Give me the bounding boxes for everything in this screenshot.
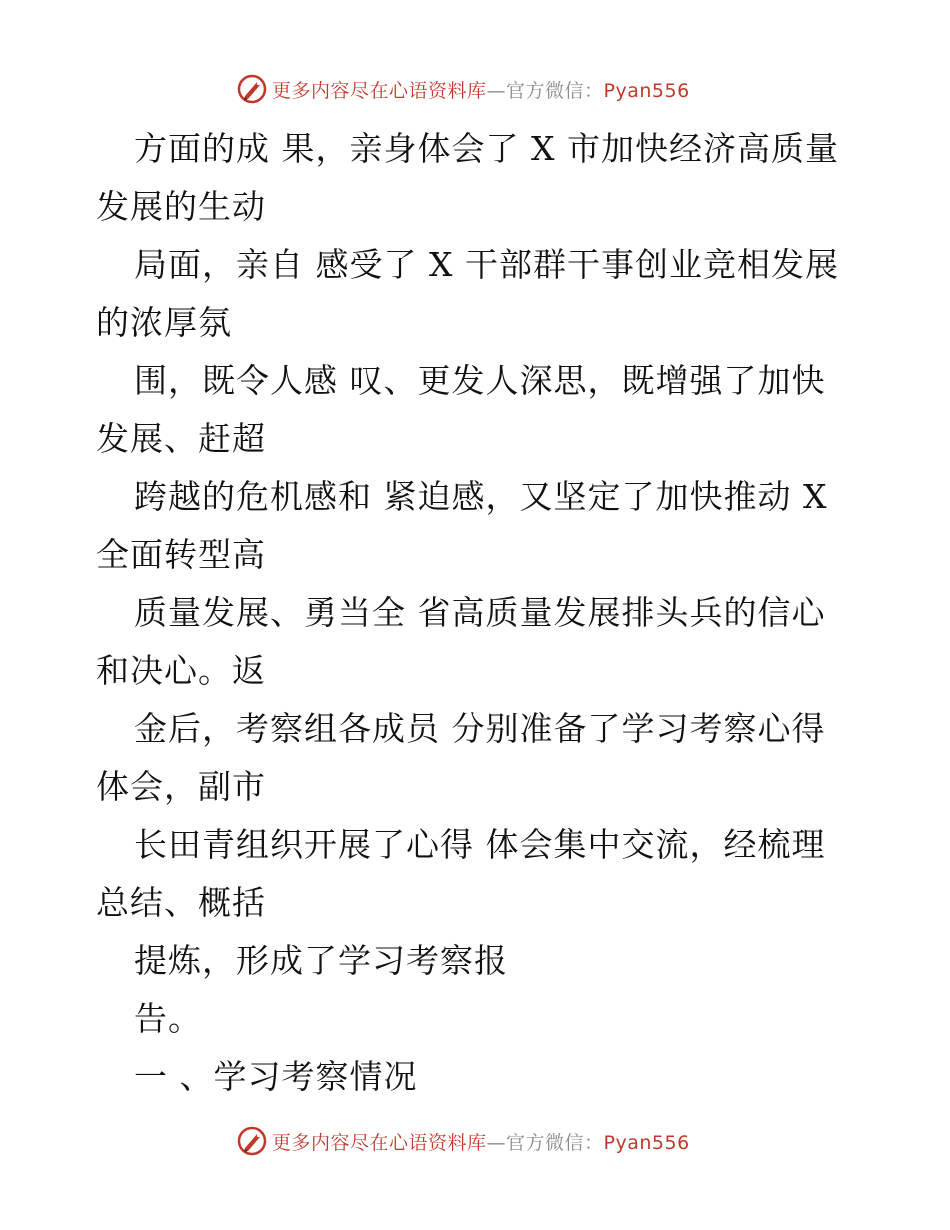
watermark-brand: 更多内容尽在心语资料库 <box>272 1131 487 1154</box>
watermark-wechat-id: Pyan556 <box>603 1131 690 1154</box>
body-line: 局面，亲自 感受了 X 干部群干事创业竞相发展 <box>134 245 839 284</box>
body-line: 体会，副市 <box>96 767 266 806</box>
body-line: 质量发展、勇当全 省高质量发展排头兵的信心 <box>134 593 826 632</box>
header-watermark <box>236 72 690 106</box>
body-line: 长田青组织开展了心得 体会集中交流，经梳理 <box>134 825 826 864</box>
watermark-separator: — <box>486 1131 507 1154</box>
body-line: 的浓厚氛 <box>96 303 232 342</box>
section-heading: 一 、学习考察情况 <box>134 1057 418 1096</box>
watermark-text <box>272 76 690 103</box>
pen-logo-icon <box>236 73 268 105</box>
watermark-separator: — <box>486 79 507 102</box>
footer-watermark <box>236 1124 690 1158</box>
watermark-brand: 更多内容尽在心语资料库 <box>272 79 487 102</box>
watermark-text <box>272 1128 690 1155</box>
body-line: 提炼，形成了学习考察报 <box>134 941 508 980</box>
pen-logo-icon <box>236 1125 268 1157</box>
body-line: 金后，考察组各成员 分别准备了学习考察心得 <box>134 709 826 748</box>
body-line: 全面转型高 <box>96 535 266 574</box>
body-line: 方面的成 果，亲身体会了 X 市加快经济高质量 <box>134 129 839 168</box>
body-line: 告。 <box>134 999 202 1038</box>
body-line: 发展、赶超 <box>96 419 266 458</box>
body-line: 和决心。返 <box>96 651 266 690</box>
watermark-wechat-id: Pyan556 <box>603 79 690 102</box>
body-line: 围，既令人感 叹、更发人深思，既增强了加快 <box>134 361 826 400</box>
body-line: 跨越的危机感和 紧迫感，又坚定了加快推动 X <box>134 477 828 516</box>
body-line: 总结、概括 <box>96 883 266 922</box>
watermark-wechat-label: 官方微信： <box>506 79 604 102</box>
body-line: 发展的生动 <box>96 187 266 226</box>
document-body <box>96 120 856 1106</box>
watermark-wechat-label: 官方微信： <box>506 1131 604 1154</box>
